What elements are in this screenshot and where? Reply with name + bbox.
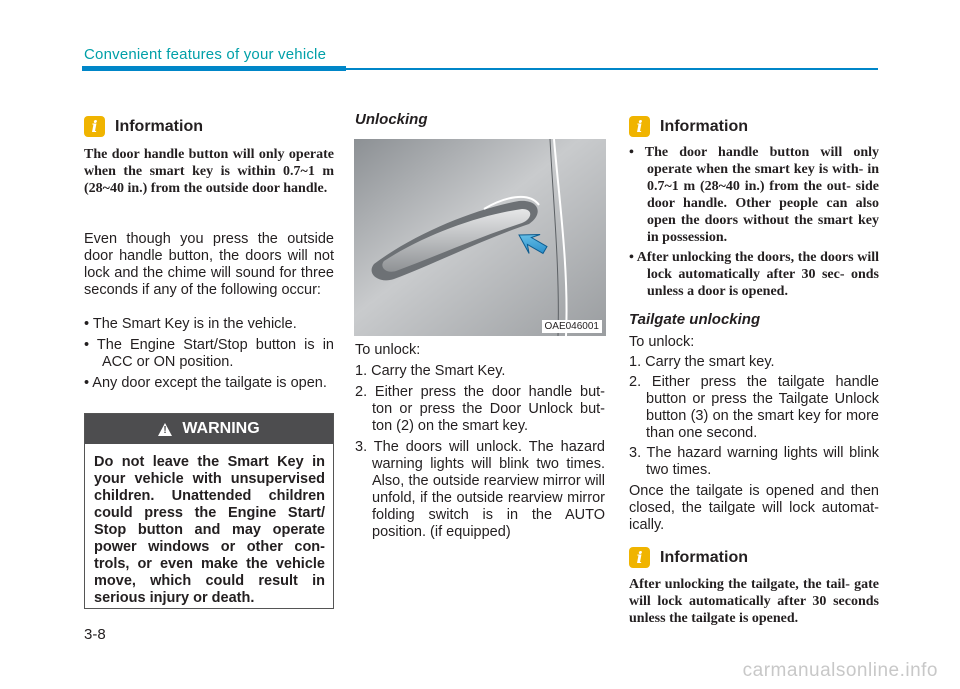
- info-icon: i: [84, 116, 105, 137]
- info-text: After unlocking the tailgate, the tail- gate will lock automatically after 30 seconds unless the tailgate is opened.: [629, 577, 879, 626]
- door-handle-photo: [354, 139, 606, 336]
- warning-triangle-icon: !: [158, 423, 172, 436]
- right-info2-block: [629, 547, 879, 627]
- tailgate-heading: Tailgate unlocking: [629, 311, 761, 328]
- list-item: 1. Carry the smart key.: [629, 354, 775, 370]
- tailgate-intro: To unlock:: [629, 334, 695, 350]
- info-icon: i: [629, 116, 650, 137]
- list-item: 1. Carry the Smart Key.: [355, 363, 506, 379]
- warning-header: [85, 414, 333, 444]
- warning-title: WARNING: [182, 420, 260, 437]
- header-rule-thin: [346, 68, 878, 70]
- list-item: • The door handle button will only operate when the smart key is with- in 0.7~1 m (28~40 in.) from the out- side door handle. Other people can also open the doors without the smart key in possession.: [629, 145, 879, 245]
- list-item: 2. Either press the tailgate handle button or press the Tailgate Unlock button (3) on the smart key for more than one second.: [629, 374, 879, 441]
- info-heading: [84, 116, 334, 137]
- warning-box: [84, 413, 334, 609]
- list-item: • Any door except the tailgate is open.: [84, 375, 327, 391]
- info-title: Information: [660, 548, 748, 566]
- tailgate-steps: [629, 334, 879, 534]
- unlocking-heading: Unlocking: [355, 111, 428, 128]
- info-title: Information: [115, 117, 203, 135]
- watermark: carmanualsonline.info: [742, 660, 938, 681]
- list-item: • The Engine Start/Stop button is in ACC or ON position.: [84, 337, 334, 370]
- header-rule-thick: [82, 66, 346, 71]
- info-bullets: [629, 144, 879, 300]
- list-item: • After unlocking the doors, the doors will lock automatically after 30 sec- onds unless a door is opened.: [629, 250, 879, 299]
- unlock-steps: [355, 342, 605, 541]
- info-heading: [629, 547, 879, 568]
- list-item: 2. Either press the door handle but- ton or press the Door Unlock but- ton (2) on the smart key.: [355, 384, 605, 434]
- unlock-intro: To unlock:: [355, 342, 421, 358]
- list-item: • The Smart Key is in the vehicle.: [84, 316, 297, 332]
- right-info-block: [629, 116, 879, 300]
- list-item: 3. The doors will unlock. The hazard warning lights will blink two times. Also, the outside rearview mirror will unfold, if the outside rearview mirror folding switch is in the AUTO position. (if equipped): [355, 439, 605, 540]
- info-icon: i: [629, 547, 650, 568]
- section-header: Convenient features of your vehicle: [84, 46, 327, 63]
- list-item: 3. The hazard warning lights will blink two times.: [629, 445, 879, 478]
- lock-paragraph: Even though you press the outside door handle button, the doors will not lock and the chime will sound for three seconds if any of the following occur:: [84, 231, 334, 298]
- page-number: 3-8: [84, 626, 106, 643]
- photo-code: OAE046001: [542, 320, 603, 333]
- info-title: Information: [660, 117, 748, 135]
- warning-text: Do not leave the Smart Key in your vehicle with unsupervised children. Unattended children could press the Engine Start/ Stop button and may operate power windows or other con- trols, or even make the vehicle move, which could result in serious injury or death.: [94, 454, 325, 606]
- info-text: The door handle button will only operate when the smart key is within 0.7~1 m (28~40 in.) from the outside door handle.: [84, 147, 334, 196]
- tailgate-paragraph: Once the tailgate is opened and then closed, the tailgate will lock automat- ically.: [629, 483, 879, 533]
- info-heading: [629, 116, 879, 137]
- door-handle-illustration: [354, 139, 606, 336]
- left-info-block: [84, 116, 334, 197]
- condition-list: [84, 316, 334, 392]
